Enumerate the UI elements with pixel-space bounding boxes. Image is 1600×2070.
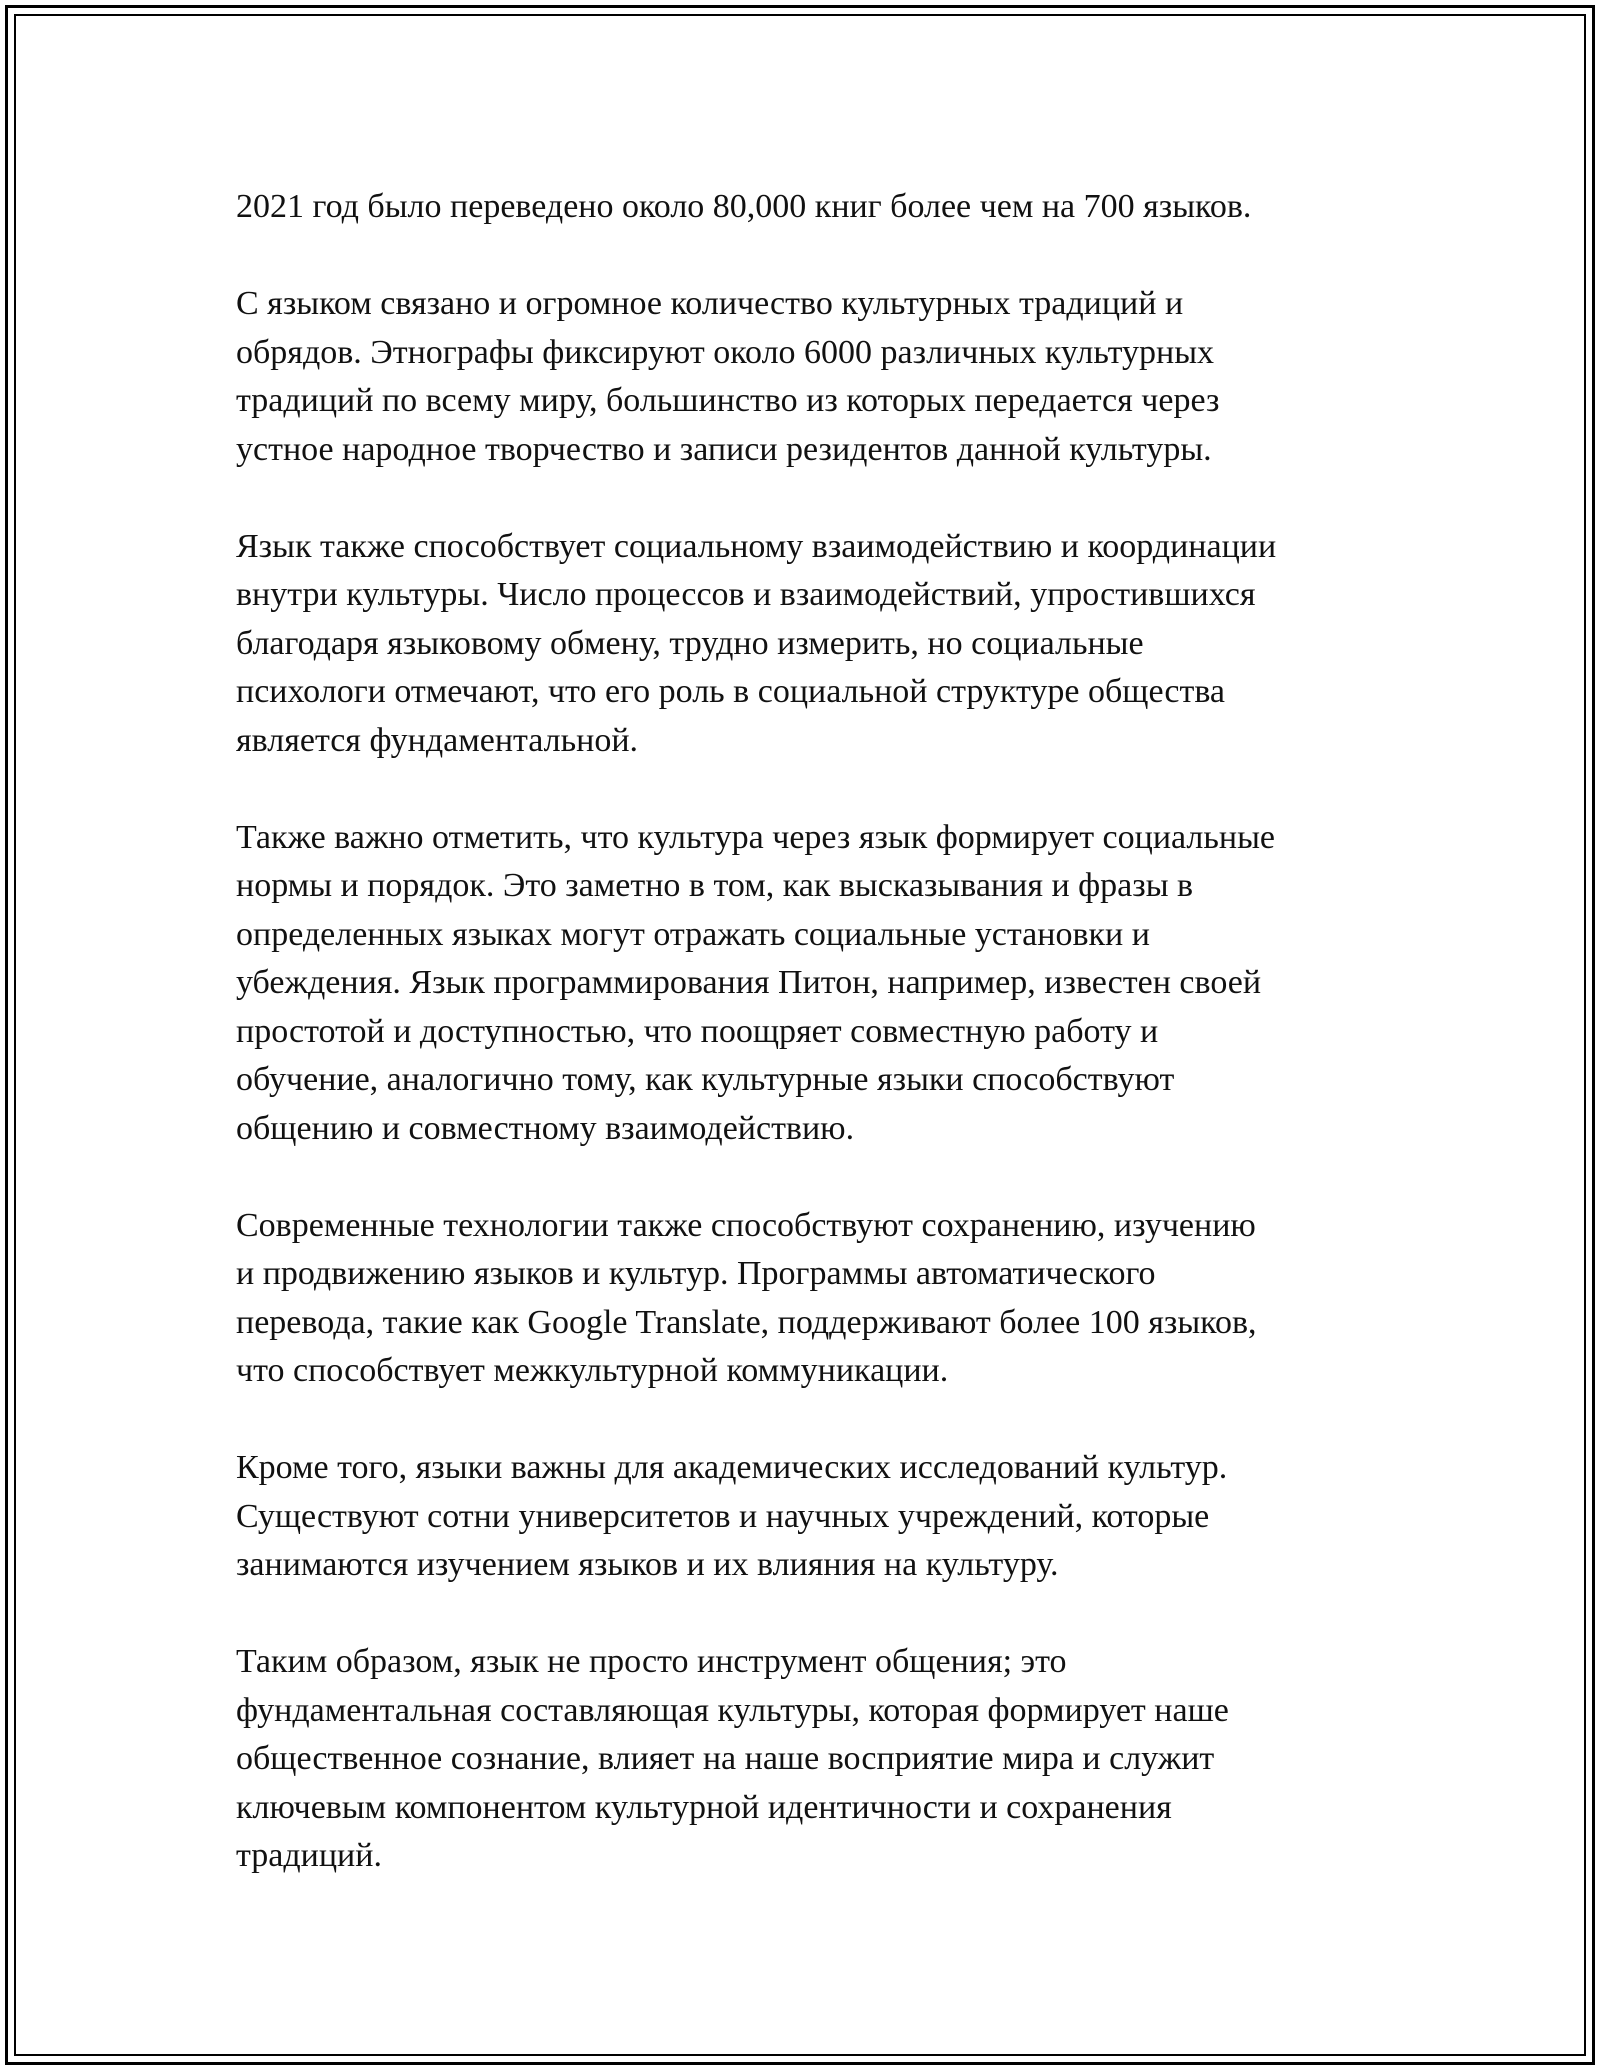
paragraph-3 xyxy=(236,523,1376,766)
text-line: убеждения. Язык программирования Питон, например, известен своей xyxy=(236,964,1262,1001)
paragraph-6 xyxy=(236,1444,1376,1590)
text-line: обрядов. Этнографы фиксируют около 6000 различных культурных xyxy=(236,333,1215,371)
text-line: фундаментальная составляющая культуры, которая формирует наше xyxy=(236,1691,1229,1729)
text-line: Язык также способствует социальному взаимодействию и координации xyxy=(236,527,1277,565)
text-line: определенных языках могут отражать социальные установки и xyxy=(236,915,1150,953)
text-line: Современные технологии также способствуют сохранению, изучению xyxy=(236,1206,1256,1244)
text-line: что способствует межкультурной коммуникации. xyxy=(236,1352,949,1389)
text-line: занимаются изучением языков и их влияния на культуру. xyxy=(236,1546,1059,1583)
text-line: Кроме того, языки важны для академических исследований культур. xyxy=(236,1449,1228,1486)
text-line: устное народное творчество и записи резидентов данной культуры. xyxy=(236,430,1212,468)
text-line: традиций по всему миру, большинство из которых передается через xyxy=(236,382,1220,419)
paragraph-4 xyxy=(236,814,1376,1154)
text-line: перевода, такие как Google Translate, поддерживают более 100 языков, xyxy=(236,1303,1257,1341)
paragraph-2 xyxy=(236,280,1376,474)
text-line: традиций. xyxy=(236,1837,382,1874)
paragraph-7 xyxy=(236,1638,1376,1881)
text-line: благодаря языковому обмену, трудно измерить, но социальные xyxy=(236,624,1144,662)
text-line: нормы и порядок. Это заметно в том, как высказывания и фразы в xyxy=(236,867,1194,904)
text-line: 2021 год было переведено около 80,000 книг более чем на 700 языков. xyxy=(236,188,1252,225)
text-line: и продвижению языков и культур. Программы автоматического xyxy=(236,1255,1156,1292)
text-line: психологи отмечают, что его роль в социальной структуре общества xyxy=(236,673,1226,710)
paragraph-5 xyxy=(236,1202,1376,1396)
text-line: общественное сознание, влияет на наше восприятие мира и служит xyxy=(236,1740,1215,1777)
text-line: С языком связано и огромное количество культурных традиций и xyxy=(236,285,1184,322)
text-line: является фундаментальной. xyxy=(236,721,639,759)
document-body xyxy=(236,183,1376,1929)
text-line: обучение, аналогично тому, как культурные языки способствуют xyxy=(236,1061,1175,1098)
text-line: Существуют сотни университетов и научных учреждений, которые xyxy=(236,1497,1210,1535)
paragraph-1 xyxy=(236,183,1376,232)
text-line: простотой и доступностью, что поощряет совместную работу и xyxy=(236,1012,1159,1050)
text-line: общению и совместному взаимодействию. xyxy=(236,1109,855,1147)
text-line: Таким образом, язык не просто инструмент общения; это xyxy=(236,1643,1067,1680)
text-line: ключевым компонентом культурной идентичности и сохранения xyxy=(236,1788,1172,1826)
text-line: Также важно отметить, что культура через язык формирует социальные xyxy=(236,818,1276,856)
text-line: внутри культуры. Число процессов и взаимодействий, упростившихся xyxy=(236,576,1256,613)
